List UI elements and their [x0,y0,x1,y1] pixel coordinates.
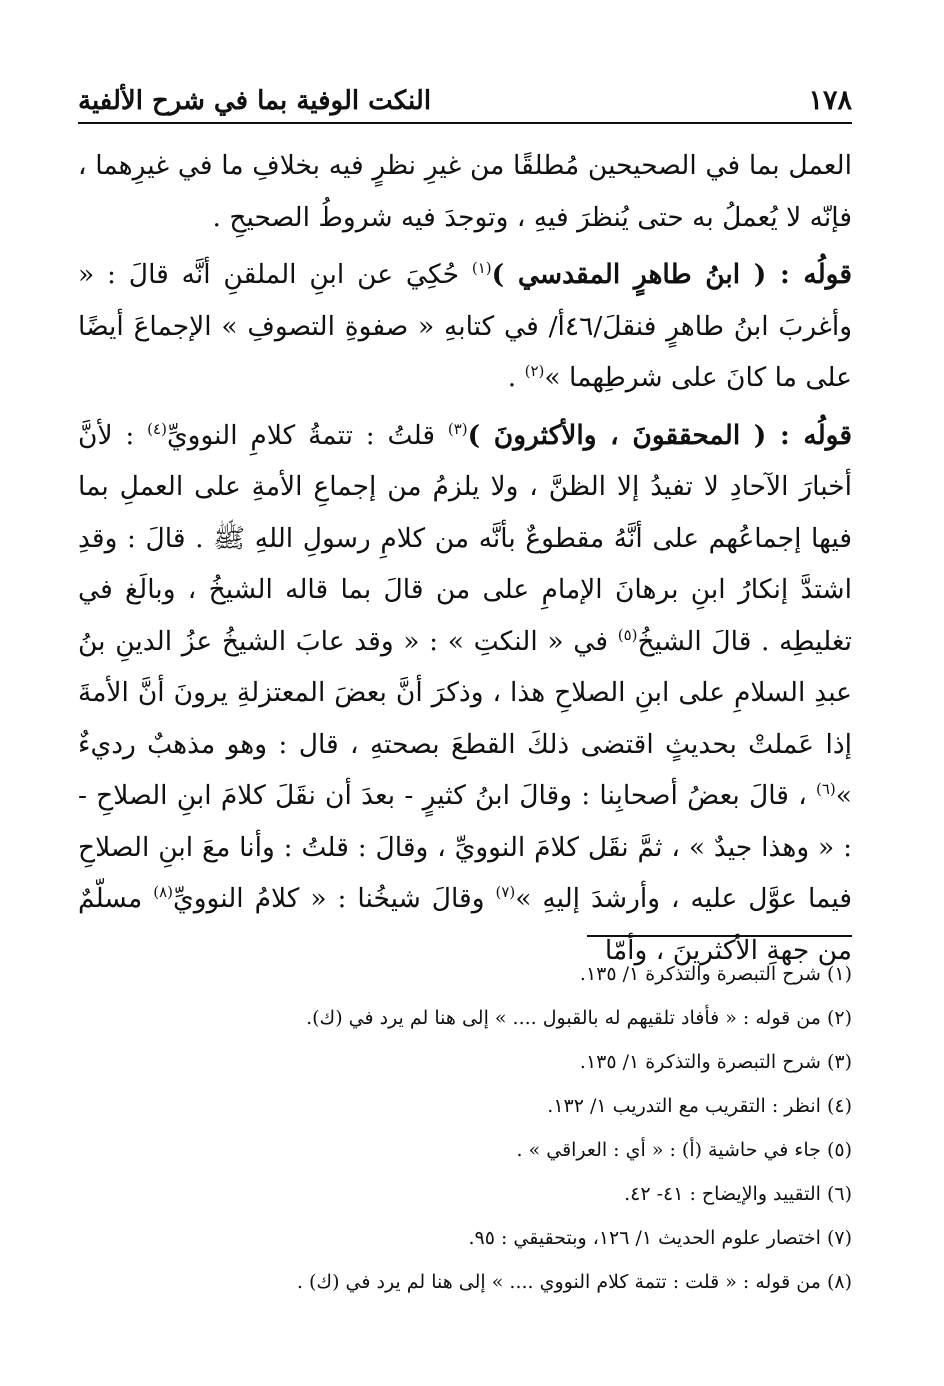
footnote-2: (٢) من قوله : « فأفاد تلقيهم له بالقبول .... » إلى هنا لم يرد في (ك). [306,1007,852,1029]
paragraph-3-text-f: مسلّمٌ من جهةِ الأكثرينَ ، وأمّا [78,883,852,966]
footnote-separator [587,935,852,937]
footnote-ref-5: (٥) [617,625,638,644]
footnote-4: (٤) انظر : التقريب مع التدريب ١/ ١٣٢. [547,1095,852,1117]
footnote-ref-1: (١) [471,259,492,278]
footnote-3: (٣) شرح التبصرة والتذكرة ١/ ١٣٥. [579,1051,852,1073]
paragraph-2-text: حُكِيَ عن ابنِ الملقنِ أنَّه قالَ : « وأغربَ ابنُ طاهرٍ فنقلَ/٤٦أ/ في كتابهِ « صفوةِ التصوفِ » الإجماعَ أيضًا على ما كانَ على شرطِهما » [78,259,852,393]
paragraph-3-text-a: قلتُ : تتمةُ كلامِ النوويِّ [166,419,448,451]
footnote-1: (١) شرح التبصرة والتذكرة ١/ ١٣٥. [579,963,852,985]
running-title: النكت الوفية بما في شرح الألفية [78,86,432,116]
footnote-ref-3: (٣) [447,419,468,438]
footnote-ref-2: (٢) [524,362,545,381]
paragraph-2-end: . [507,362,525,393]
footnote-ref-6: (٦) [816,780,836,799]
paragraph-3-text-d: ، قالَ بعضُ أصحابِنا : وقالَ ابنُ كثيرٍ - بعدَ أن نقَلَ كلامَ ابنِ الصلاحِ - : « وهذا جيدٌ » ، ثمَّ نقَل كلامَ النوويِّ ، وقالَ : قلتُ : وأنا معَ ابنِ الصلاحِ فيما عوَّل عليه ، وأرشدَ إليهِ » [78,780,853,914]
footnote-8: (٨) من قوله : « قلت : تتمة كلام النووي .... » إلى هنا لم يرد في (ك) . [296,1271,852,1293]
footnotes [78,952,852,1304]
paragraph-3-text-e: وقالَ شيخُنا : « كلامُ النوويِّ [172,883,496,914]
footnote-ref-7: (٧) [495,883,516,902]
paragraph-3-text-b: : لأنَّ أخبارَ الآحادِ لا تفيدُ إلا الظنَّ ، ولا يلزمُ من إجماعِ الأمةِ على العملِ بما فيها إجماعُهم على أنَّهُ مقطوعٌ بأنَّه من كلامِ رسولِ اللهِ ﷺ . قالَ : وقدِ اشتدَّ إنكارُ ابنِ برهانَ الإمامِ على من قالَ بما قاله الشيخُ ، وبالَغ في تغليطِه . قالَ الشيخُ [78,419,853,657]
footnote-5: (٥) جاء في حاشية (أ) : « أي : العراقي » . [516,1139,852,1161]
lemma-ibn-tahir: قولُه : ( ابنُ طاهرٍ المقدسي ) [491,259,853,290]
footnote-ref-4: (٤) [147,419,167,438]
body-text [78,140,852,976]
paragraph-3-text-c: في « النكتِ » : « وقد عابَ الشيخُ عزُ الدينِ بنُ عبدِ السلامِ على ابنِ الصلاحِ هذا ، وذكرَ أنَّ بعضَ المعتزلةِ يرونَ أنَّ الأمةَ إذا عَملتْ بحديثٍ اقتضى ذلكَ القطعَ بصحتهِ ، قال : وهو مذهبٌ رديءٌ » [78,625,852,811]
footnote-7: (٧) اختصار علوم الحديث ١/ ١٢٦، وبتحقيقي : ٩٥. [468,1227,852,1249]
paragraph-3 [78,410,852,977]
paragraph-2 [78,249,852,404]
page-header [78,68,852,116]
header-rule [78,122,852,124]
lemma-muhaqqiqun: قولُه : ( المحققونَ ، والأكثرونَ ) [467,419,853,451]
footnote-ref-8: (٨) [153,883,173,902]
footnote-6: (٦) التقييد والإيضاح : ٤١- ٤٢. [624,1183,852,1205]
page-number: ١٧٨ [808,85,852,116]
paragraph-1: العمل بما في الصحيحين مُطلقًا من غيرِ نظرٍ فيه بخلافِ ما في غيرِهما ، فإنّه لا يُعملُ به حتى يُنظرَ فيهِ ، وتوجدَ فيه شروطُ الصحيحِ . [78,150,852,233]
